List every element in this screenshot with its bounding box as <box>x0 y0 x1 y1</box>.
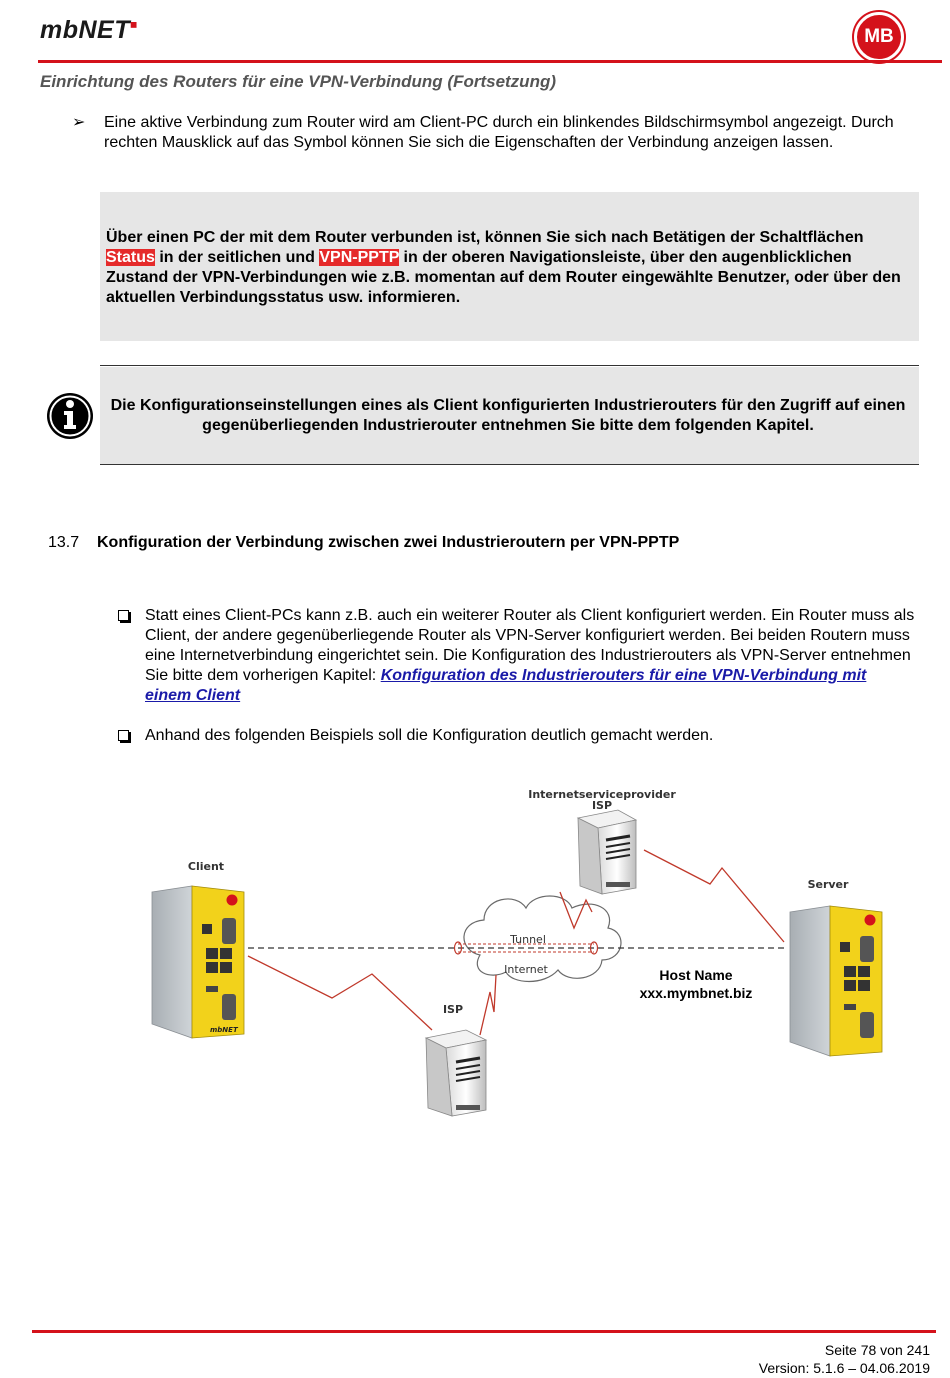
status-highlight: Status <box>106 249 155 266</box>
section-heading: Konfiguration der Verbindung zwischen zwei Industrieroutern per VPN-PPTP <box>97 534 680 551</box>
note-bottom-rule <box>100 464 919 465</box>
intro-bullet-text: Eine aktive Verbindung zum Router wird am Client-PC durch ein blinkendes Bildschirmsymbol angezeigt. Durch rechten Mausklick auf das Symbol können Sie sich die Eigenschaften der Verbindung anzeigen lassen. <box>104 114 894 151</box>
footer-divider <box>32 1330 936 1333</box>
arrow-bullet-icon: ➢ <box>72 114 86 131</box>
isp-bottom-label: ISP <box>442 1003 464 1016</box>
host-name-value: xxx.mymbnet.biz <box>639 985 753 1001</box>
info-box-text: Über einen PC der mit dem Router verbunden ist, können Sie sich nach Betätigen der Schaltflächen Status in der seitlichen und VPN-PPTP in der oberen Navigationsleiste, über den augenblicklichen Zustand der VPN-Verbindungen wie z.B. momentan auf dem Router eingewählte Benutzer, oder über den aktuellen Verbindungsstatus usw. informieren. <box>106 229 901 306</box>
isp-top-label: Internetserviceprovider <box>528 788 676 801</box>
server-router-icon <box>790 906 882 1056</box>
header-divider <box>38 60 942 63</box>
note-text: Die Konfigurationseinstellungen eines als Client konfigurierten Industrierouters für den Zugriff auf einen gegenüberliegenden Industrierouter entnehmen Sie bitte dem folgenden Kapitel. <box>110 397 906 434</box>
client-label: Client <box>187 860 225 873</box>
isp-server-bottom-icon <box>426 1030 486 1116</box>
list-item: Statt eines Client-PCs kann z.B. auch ein weiterer Router als Client konfiguriert werden. Ein Router muss als Client, der andere gegenüberliegende Router als VPN-Server konfiguriert werden. Bei beiden Routern muss eine Internetverbindung eingerichtet sein. Die Konfiguration des Industrierouters als VPN-Server entnehmen Sie bitte dem vorherigen Kapitel: Konfiguration des Industrierouters für eine VPN-Verbindung mit einem Client <box>145 607 915 704</box>
page-section-title: Einrichtung des Routers für eine VPN-Verbindung (Fortsetzung) <box>40 72 556 91</box>
client-router-icon <box>152 886 244 1038</box>
tunnel-label: Tunnel <box>510 933 546 946</box>
list-item: Anhand des folgenden Beispiels soll die Konfiguration deutlich gemacht werden. <box>145 727 714 744</box>
checkbox-bullet-icon <box>118 610 129 621</box>
chapter-link[interactable]: Konfiguration des Industrierouters für eine VPN-Verbindung mit einem Client <box>145 667 867 704</box>
info-icon <box>46 392 94 445</box>
mb-logo-badge: MB <box>854 12 904 62</box>
host-name-label: Host Name <box>659 967 733 983</box>
note-top-rule <box>100 365 919 366</box>
internet-label: Internet <box>504 963 548 976</box>
page-number: Seite 78 von 241 <box>824 1342 930 1358</box>
version-info: Version: 5.1.6 – 04.06.2019 <box>758 1360 930 1376</box>
client-isp-link <box>248 956 432 1030</box>
isp-server-link <box>644 850 784 942</box>
section-number: 13.7 <box>48 534 80 551</box>
vpn-network-diagram <box>140 780 900 1125</box>
client-device-brand: mbNET <box>210 1026 238 1034</box>
brand-logo: mbNET■ <box>40 16 138 44</box>
vpn-pptp-highlight: VPN-PPTP <box>319 249 400 266</box>
checkbox-bullet-icon <box>118 730 129 741</box>
isp-internet-link <box>480 975 496 1035</box>
isp-server-top-icon <box>578 810 636 894</box>
isp-top-sublabel: ISP <box>591 799 613 812</box>
server-label: Server <box>807 878 849 891</box>
